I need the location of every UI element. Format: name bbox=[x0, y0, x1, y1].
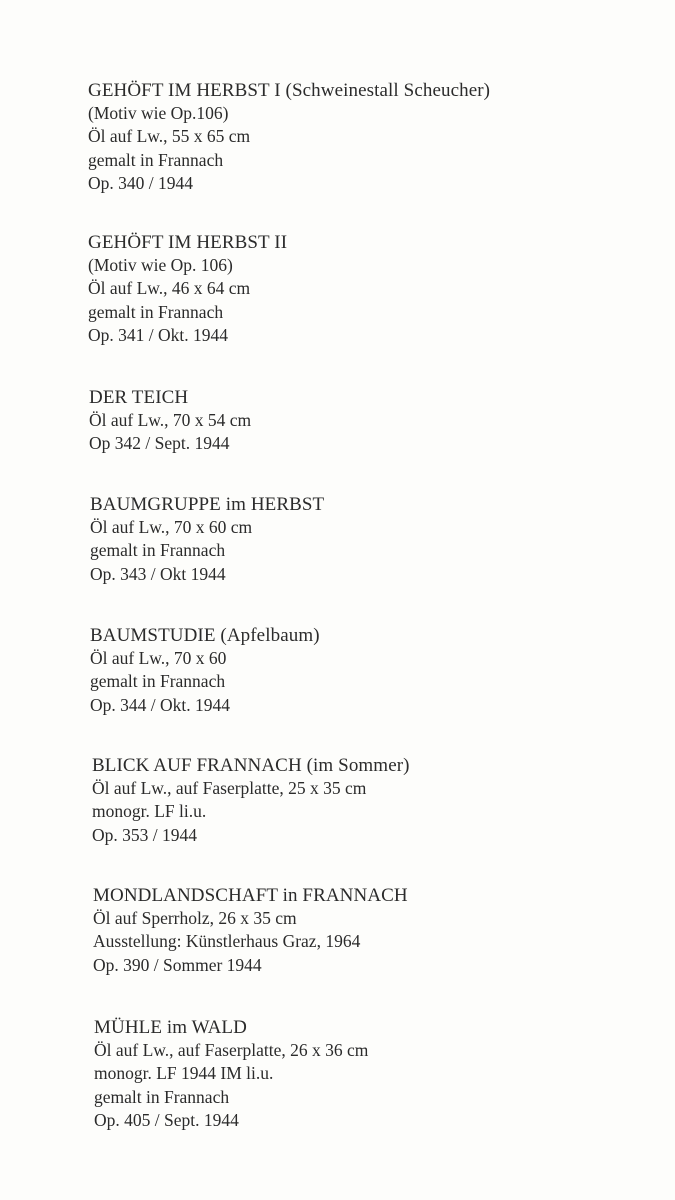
catalog-entry bbox=[92, 754, 672, 847]
entry-title: MONDLANDSCHAFT in FRANNACH bbox=[93, 885, 408, 906]
entry-title: DER TEICH bbox=[89, 387, 189, 408]
entry-medium: Öl auf Lw., 70 x 54 cm bbox=[89, 410, 252, 430]
entry-note: (Motiv wie Op.106) bbox=[88, 103, 229, 123]
entry-title: BAUMSTUDIE (Apfelbaum) bbox=[90, 625, 320, 646]
entry-title: GEHÖFT IM HERBST II bbox=[88, 232, 288, 253]
entry-title: GEHÖFT IM HERBST I (Schweinestall Scheucher) bbox=[88, 80, 491, 101]
catalog-entry bbox=[93, 884, 673, 977]
entry-location: gemalt in Frannach bbox=[94, 1086, 230, 1107]
catalog-entry bbox=[90, 493, 670, 586]
entry-location: gemalt in Frannach bbox=[88, 149, 224, 170]
catalog-entry bbox=[89, 386, 669, 456]
entry-opus: Op. 343 / Okt 1944 bbox=[90, 563, 226, 584]
entry-medium: Öl auf Lw., 55 x 65 cm bbox=[88, 126, 251, 147]
catalog-entry bbox=[88, 231, 668, 347]
catalog-entry bbox=[88, 79, 668, 195]
entry-opus: Op. 341 / Okt. 1944 bbox=[88, 324, 228, 345]
entry-opus: Op 342 / Sept. 1944 bbox=[89, 433, 230, 454]
entry-medium: Öl auf Lw., 46 x 64 cm bbox=[88, 278, 251, 299]
entry-location: gemalt in Frannach bbox=[90, 540, 226, 561]
entry-signature: monogr. LF 1944 IM li.u. bbox=[94, 1063, 274, 1084]
entry-medium: Öl auf Sperrholz, 26 x 35 cm bbox=[93, 908, 297, 928]
catalog-entry bbox=[94, 1016, 674, 1132]
entry-opus: Op. 353 / 1944 bbox=[92, 824, 197, 845]
entry-medium: Öl auf Lw., auf Faserplatte, 26 x 36 cm bbox=[94, 1040, 369, 1060]
entry-opus: Op. 340 / 1944 bbox=[88, 172, 193, 193]
entry-medium: Öl auf Lw., auf Faserplatte, 25 x 35 cm bbox=[92, 778, 367, 798]
entry-location: gemalt in Frannach bbox=[88, 301, 224, 322]
entry-signature: monogr. LF li.u. bbox=[92, 801, 207, 822]
entry-title: BAUMGRUPPE im HERBST bbox=[90, 494, 325, 515]
entry-opus: Op. 390 / Sommer 1944 bbox=[93, 954, 262, 975]
entry-opus: Op. 405 / Sept. 1944 bbox=[94, 1109, 239, 1130]
entry-medium: Öl auf Lw., 70 x 60 cm bbox=[90, 517, 253, 537]
entry-location: gemalt in Frannach bbox=[90, 671, 226, 692]
catalog-entry bbox=[90, 624, 670, 717]
entry-note: (Motiv wie Op. 106) bbox=[88, 255, 233, 275]
entry-opus: Op. 344 / Okt. 1944 bbox=[90, 694, 230, 715]
entry-medium: Öl auf Lw., 70 x 60 bbox=[90, 648, 227, 668]
entry-title: BLICK AUF FRANNACH (im Sommer) bbox=[92, 755, 410, 776]
entry-exhibition: Ausstellung: Künstlerhaus Graz, 1964 bbox=[93, 931, 361, 952]
entry-title: MÜHLE im WALD bbox=[94, 1017, 247, 1038]
